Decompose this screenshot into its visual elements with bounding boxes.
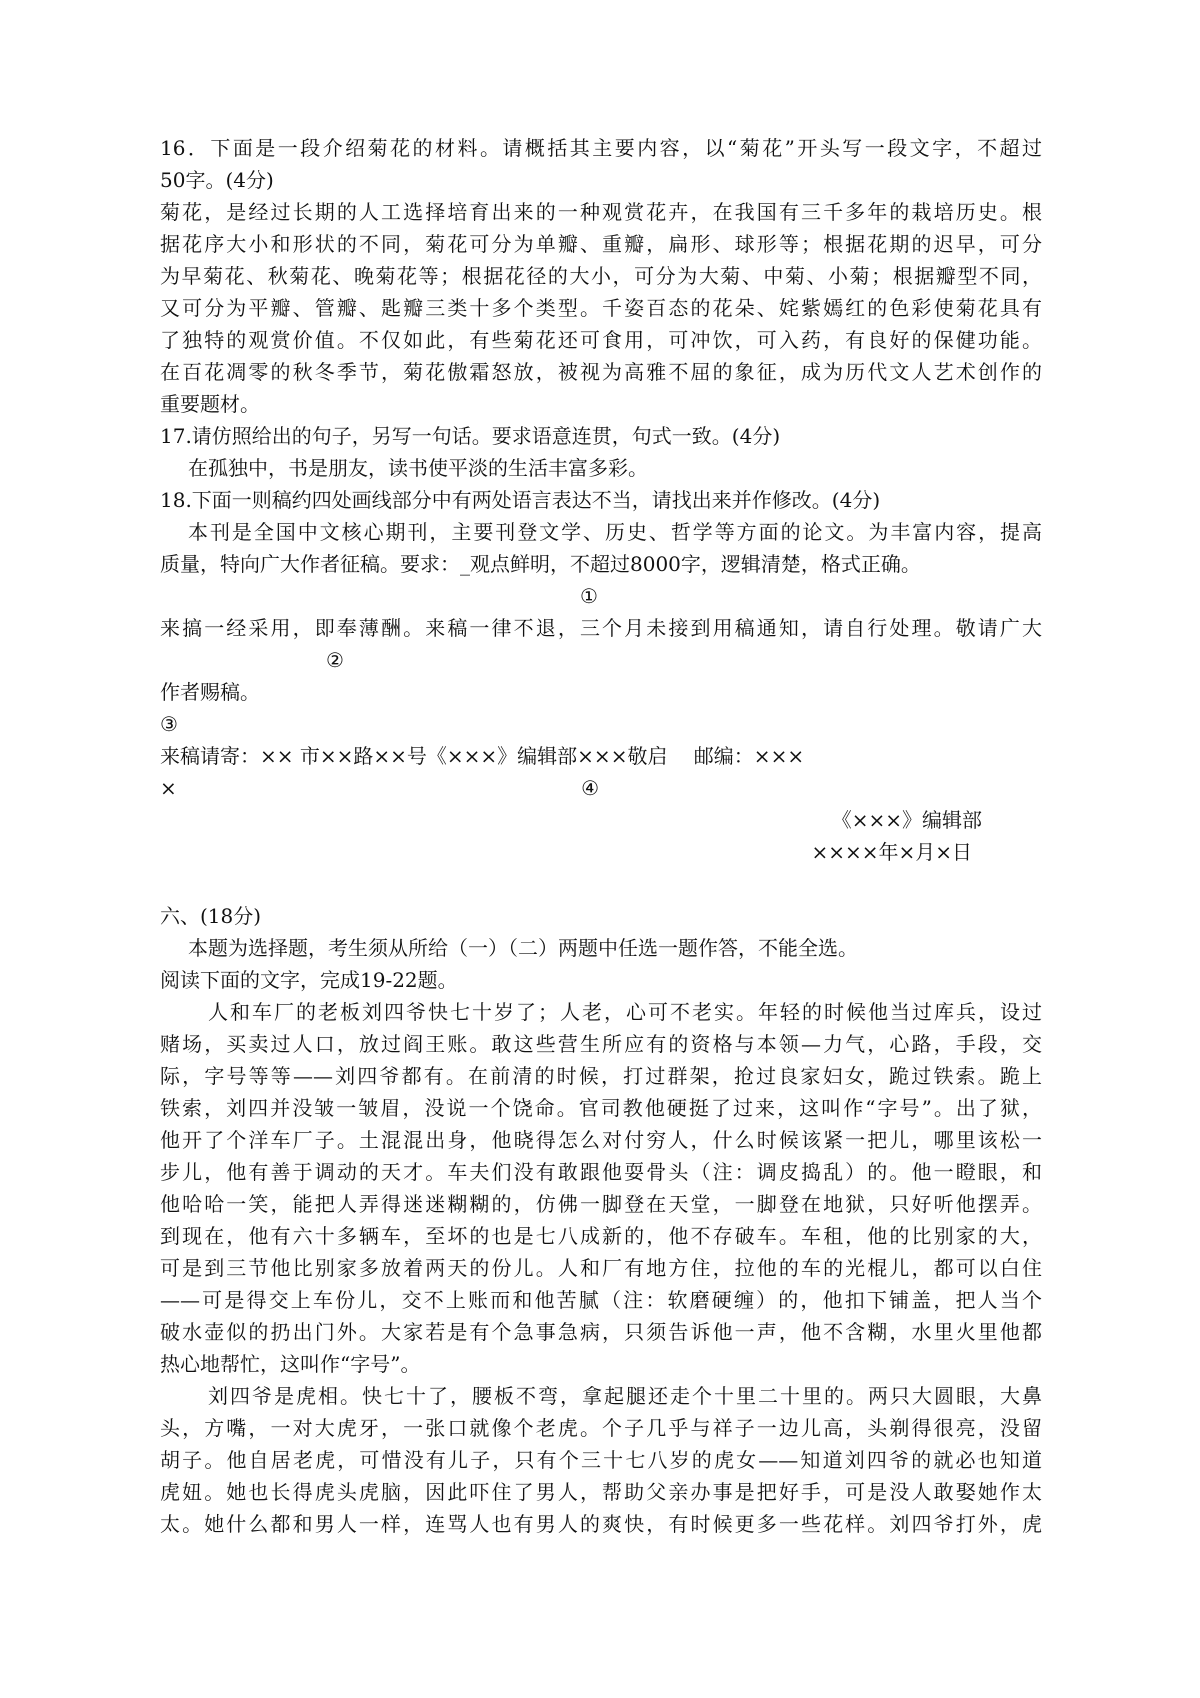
q18-address-cont-text: × bbox=[160, 776, 177, 800]
section-6-note: 本题为选择题，考生须从所给（一）（二）两题中任选一题作答，不能全选。 bbox=[188, 936, 858, 960]
q18-mark-2: ② bbox=[326, 648, 344, 672]
reading-paragraph-2 bbox=[160, 1380, 1042, 1540]
q18-mark-1: ① bbox=[580, 584, 598, 608]
q16-passage-line: 了独特的观赏价值。不仅如此，有些菊花还可食用，可冲饮，可入药，有良好的保健功能。 bbox=[160, 328, 1042, 352]
paragraph-line: 太。她什么都和男人一样，连骂人也有男人的爽快，有时候更多一些花样。刘四爷打外，虎 bbox=[160, 1512, 1042, 1536]
q16-passage-line: 菊花，是经过长期的人工选择培育出来的一种观赏花卉，在我国有三千多年的栽培历史。根 bbox=[160, 200, 1042, 224]
paragraph-line: 他开了个洋车厂子。土混混出身，他晓得怎么对付穷人，什么时候该紧一把儿，哪里该松一 bbox=[160, 1128, 1042, 1152]
q16-passage-line: 为早菊花、秋菊花、晚菊花等；根据花径的大小，可分为大菊、中菊、小菊；根据瓣型不同， bbox=[160, 264, 1042, 288]
q17-question: 17.请仿照给出的句子，另写一句话。要求语意连贯，句式一致。(4分) bbox=[160, 424, 781, 448]
section-6-heading: 六、(18分) bbox=[160, 904, 262, 928]
section-6 bbox=[160, 900, 1042, 1540]
q18-notice-line: 质量，特向广大作者征稿。要求：_观点鲜明，不超过8000字，逻辑清楚，格式正确。 bbox=[160, 552, 921, 576]
q18-notice-line: 本刊是全国中文核心期刊，主要刊登文学、历史、哲学等方面的论文。为丰富内容，提高 bbox=[188, 520, 1042, 544]
paragraph-line: 头，方嘴，一对大虎牙，一张口就像个老虎。个子几乎与祥子一边儿高，头剃得很亮，没留 bbox=[160, 1416, 1042, 1440]
q16-line-1: 16．下面是一段介绍菊花的材料。请概括其主要内容，以“菊花”开头写一段文字，不超过 bbox=[160, 136, 1042, 160]
paragraph-line: 人和车厂的老板刘四爷快七十岁了；人老，心可不老实。年轻的时候他当过库兵，设过 bbox=[208, 1000, 1042, 1024]
section-6-instruction: 阅读下面的文字，完成19-22题。 bbox=[160, 968, 458, 992]
q16-passage-line: 据花序大小和形状的不同，菊花可分为单瓣、重瓣，扁形、球形等；根据花期的迟早，可分 bbox=[160, 232, 1042, 256]
section-gap bbox=[160, 868, 1042, 900]
paragraph-line: 胡子。他自居老虎，可惜没有儿子，只有个三十七八岁的虎女——知道刘四爷的就必也知道 bbox=[160, 1448, 1042, 1472]
paragraph-line: 破水壶似的扔出门外。大家若是有个急事急病，只须告诉他一声，他不含糊，水里火里他都 bbox=[160, 1320, 1042, 1344]
paragraph-line: 铁索，刘四并没皱一皱眉，没说一个饶命。官司教他硬挺了过来，这叫作“字号”。出了狱， bbox=[160, 1096, 1042, 1120]
q16-passage-line: 重要题材。 bbox=[160, 392, 260, 416]
q18-notice-line: 作者赐稿。 bbox=[160, 680, 260, 704]
question-16 bbox=[160, 132, 1042, 420]
q18-sign-date: ××××年×月×日 bbox=[811, 840, 972, 864]
question-18 bbox=[160, 484, 1042, 868]
q16-passage-line: 又可分为平瓣、管瓣、匙瓣三类十多个类型。千姿百态的花朵、姹紫嫣红的色彩使菊花具有 bbox=[160, 296, 1042, 320]
q17-sentence: 在孤独中，书是朋友，读书使平淡的生活丰富多彩。 bbox=[188, 456, 648, 480]
paragraph-line: ——可是得交上车份儿，交不上账而和他苦腻（注：软磨硬缠）的，他扣下铺盖，把人当个 bbox=[160, 1288, 1042, 1312]
q18-notice-line: 来搞一经采用，即奉薄酬。来稿一律不退，三个月未接到用稿通知，请自行处理。敬请广大 bbox=[160, 616, 1042, 640]
q18-address-cont bbox=[160, 772, 1042, 804]
reading-paragraph-1 bbox=[160, 996, 1042, 1380]
question-17 bbox=[160, 420, 1042, 484]
paragraph-line: 热心地帮忙，这叫作“字号”。 bbox=[160, 1352, 421, 1376]
document-page bbox=[160, 132, 1042, 1540]
paragraph-line: 虎妞。她也长得虎头虎脑，因此吓住了男人，帮助父亲办事是把好手，可是没人敢娶她作太 bbox=[160, 1480, 1042, 1504]
q18-mark-4: ④ bbox=[581, 776, 600, 800]
paragraph-line: 赌场，买卖过人口，放过阎王账。敢这些营生所应有的资格与本领—力气，心路，手段，交 bbox=[160, 1032, 1042, 1056]
q16-passage-line: 在百花凋零的秋冬季节，菊花傲霜怒放，被视为高雅不屈的象征，成为历代文人艺术创作的 bbox=[160, 360, 1042, 384]
q16-line-2: 50字。(4分) bbox=[160, 168, 274, 192]
paragraph-line: 际，字号等等——刘四爷都有。在前清的时候，打过群架，抢过良家妇女，跪过铁索。跪上 bbox=[160, 1064, 1042, 1088]
q18-question: 18.下面一则稿约四处画线部分中有两处语言表达不当，请找出来并作修改。(4分) bbox=[160, 488, 881, 512]
paragraph-line: 可是到三节他比别家多放着两天的份儿。人和厂有地方住，拉他的车的光棍儿，都可以白住 bbox=[160, 1256, 1042, 1280]
q18-mark-3: ③ bbox=[160, 712, 178, 736]
q18-address: 来稿请寄：×× 市××路××号《×××》编辑部×××敬启 邮编：××× bbox=[160, 744, 805, 768]
paragraph-line: 到现在，他有六十多辆车，至坏的也是七八成新的，他不存破车。车租，他的比别家的大， bbox=[160, 1224, 1042, 1248]
paragraph-line: 刘四爷是虎相。快七十了，腰板不弯，拿起腿还走个十里二十里的。两只大圆眼，大鼻 bbox=[208, 1384, 1042, 1408]
q18-sign-org: 《×××》编辑部 bbox=[831, 808, 982, 832]
paragraph-line: 步儿，他有善于调动的天才。车夫们没有敢跟他耍骨头（注：调皮捣乱）的。他一瞪眼，和 bbox=[160, 1160, 1042, 1184]
paragraph-line: 他哈哈一笑，能把人弄得迷迷糊糊的，仿佛一脚登在天堂，一脚登在地狱，只好听他摆弄。 bbox=[160, 1192, 1042, 1216]
